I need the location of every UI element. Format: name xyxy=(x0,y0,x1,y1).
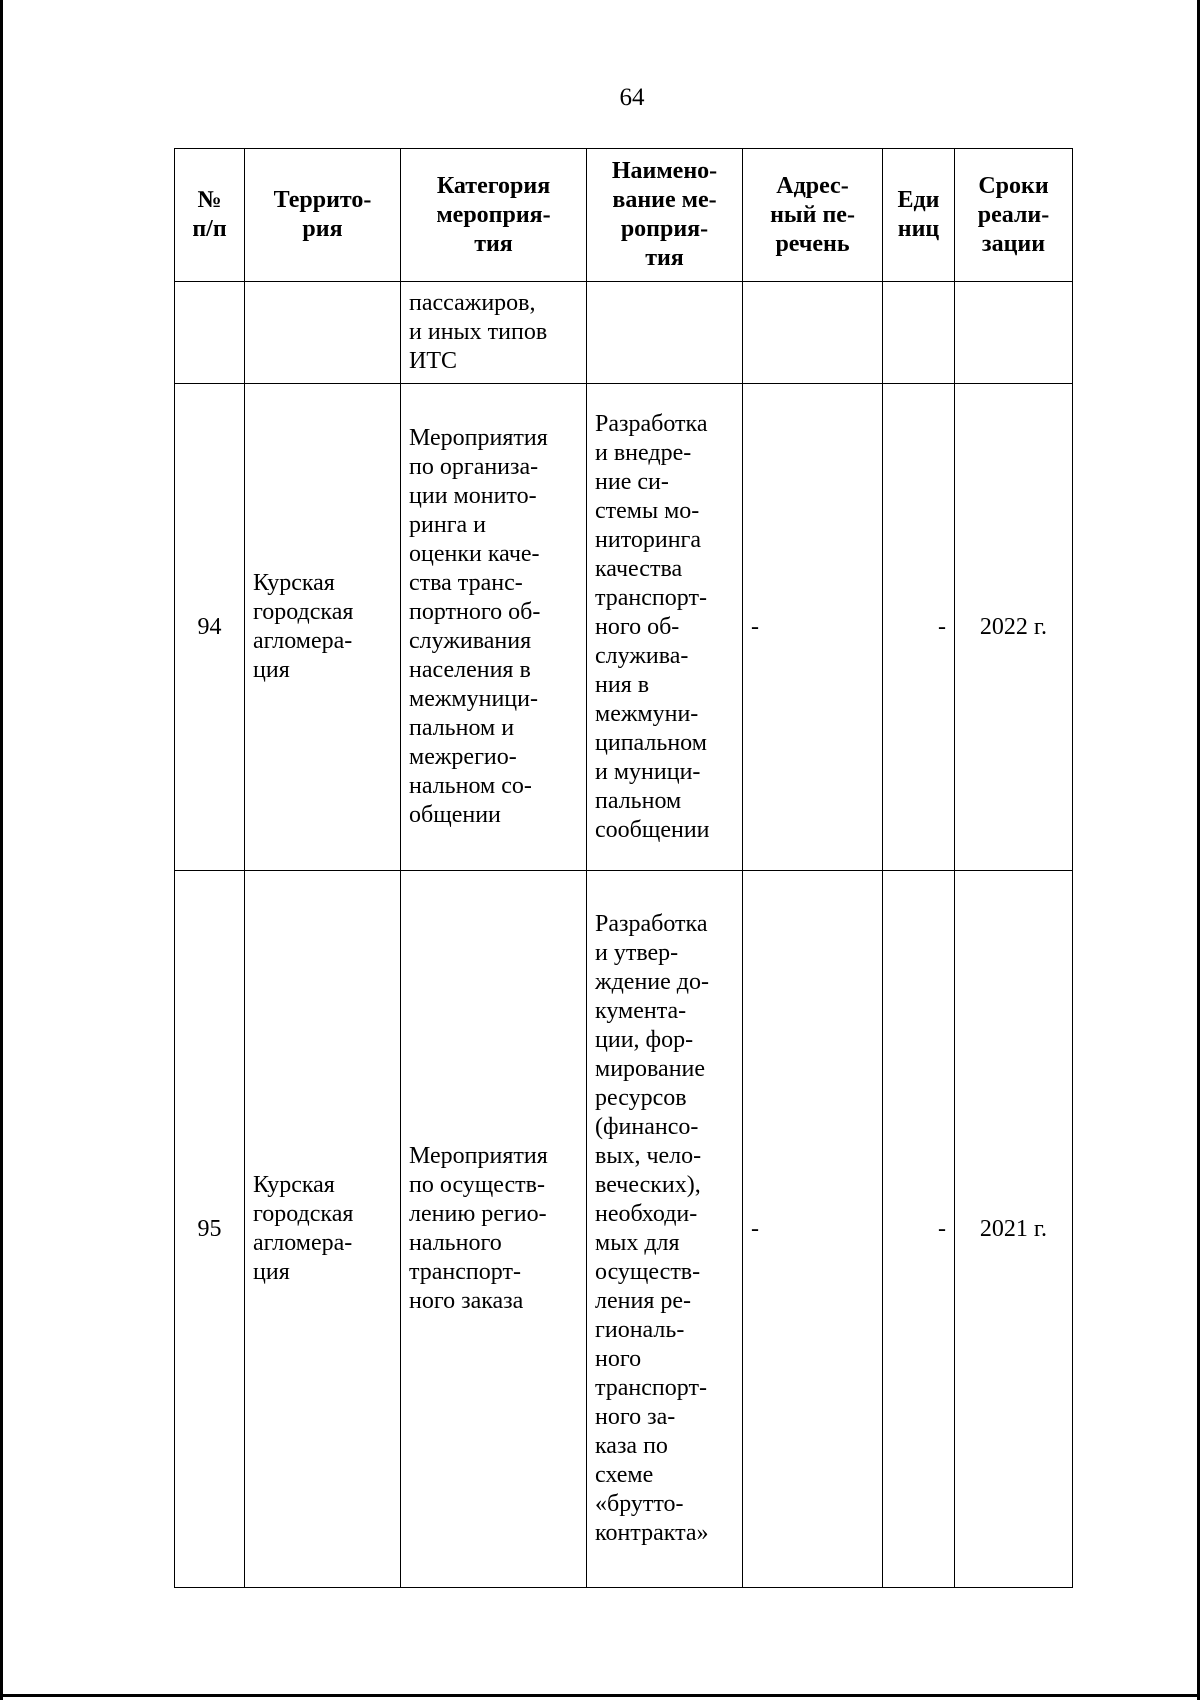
cell-category: пассажиров, и иных типов ИТС xyxy=(401,282,587,384)
cell-term: 2021 г. xyxy=(955,871,1073,1588)
cell-number xyxy=(175,282,245,384)
cell-number: 95 xyxy=(175,871,245,1588)
cell-units: - xyxy=(883,871,955,1588)
table-row xyxy=(175,871,1073,1588)
cell-territory: Курская городская агломера- ция xyxy=(245,871,401,1588)
cell-territory xyxy=(245,282,401,384)
header-territory: Террито- рия xyxy=(245,149,401,282)
cell-measure-name xyxy=(587,282,743,384)
cell-address-list xyxy=(743,282,883,384)
page-bottom-rule xyxy=(0,1694,1200,1697)
header-term: Сроки реали- зации xyxy=(955,149,1073,282)
cell-address-list: - xyxy=(743,871,883,1588)
header-category: Категория мероприя- тия xyxy=(401,149,587,282)
cell-term xyxy=(955,282,1073,384)
cell-category: Мероприятия по организа- ции монито- ринга и оценки каче- ства транс- портного об- служивания населения в межмуници- пальном и межрегио- нальном со- общении xyxy=(401,384,587,871)
header-number: № п/п xyxy=(175,149,245,282)
cell-measure-name: Разработка и утвер- ждение до- кумента- ции, фор- мирование ресурсов (финансо- вых, чело- веческих), необходи- мых для осуществ- ления ре- гиональ- ного транспорт- ного за- каза по схеме «брутто- контракта» xyxy=(587,871,743,1588)
cell-units xyxy=(883,282,955,384)
cell-units: - xyxy=(883,384,955,871)
cell-number: 94 xyxy=(175,384,245,871)
cell-category: Мероприятия по осуществ- лению регио- нального транспорт- ного заказа xyxy=(401,871,587,1588)
header-units: Еди ниц xyxy=(883,149,955,282)
measures-table xyxy=(174,148,1073,1588)
cell-measure-name: Разработка и внедре- ние си- стемы мо- ниторинга качества транспорт- ного об- служива- ния в межмуни- ципальном и муници- пальном сообщении xyxy=(587,384,743,871)
table-row xyxy=(175,384,1073,871)
table-header-row xyxy=(175,149,1073,282)
cell-territory: Курская городская агломера- ция xyxy=(245,384,401,871)
header-address-list: Адрес- ный пе- речень xyxy=(743,149,883,282)
table-row xyxy=(175,282,1073,384)
page-number: 64 xyxy=(619,84,645,111)
header-measure-name: Наимено- вание ме- роприя- тия xyxy=(587,149,743,282)
cell-term: 2022 г. xyxy=(955,384,1073,871)
cell-address-list: - xyxy=(743,384,883,871)
